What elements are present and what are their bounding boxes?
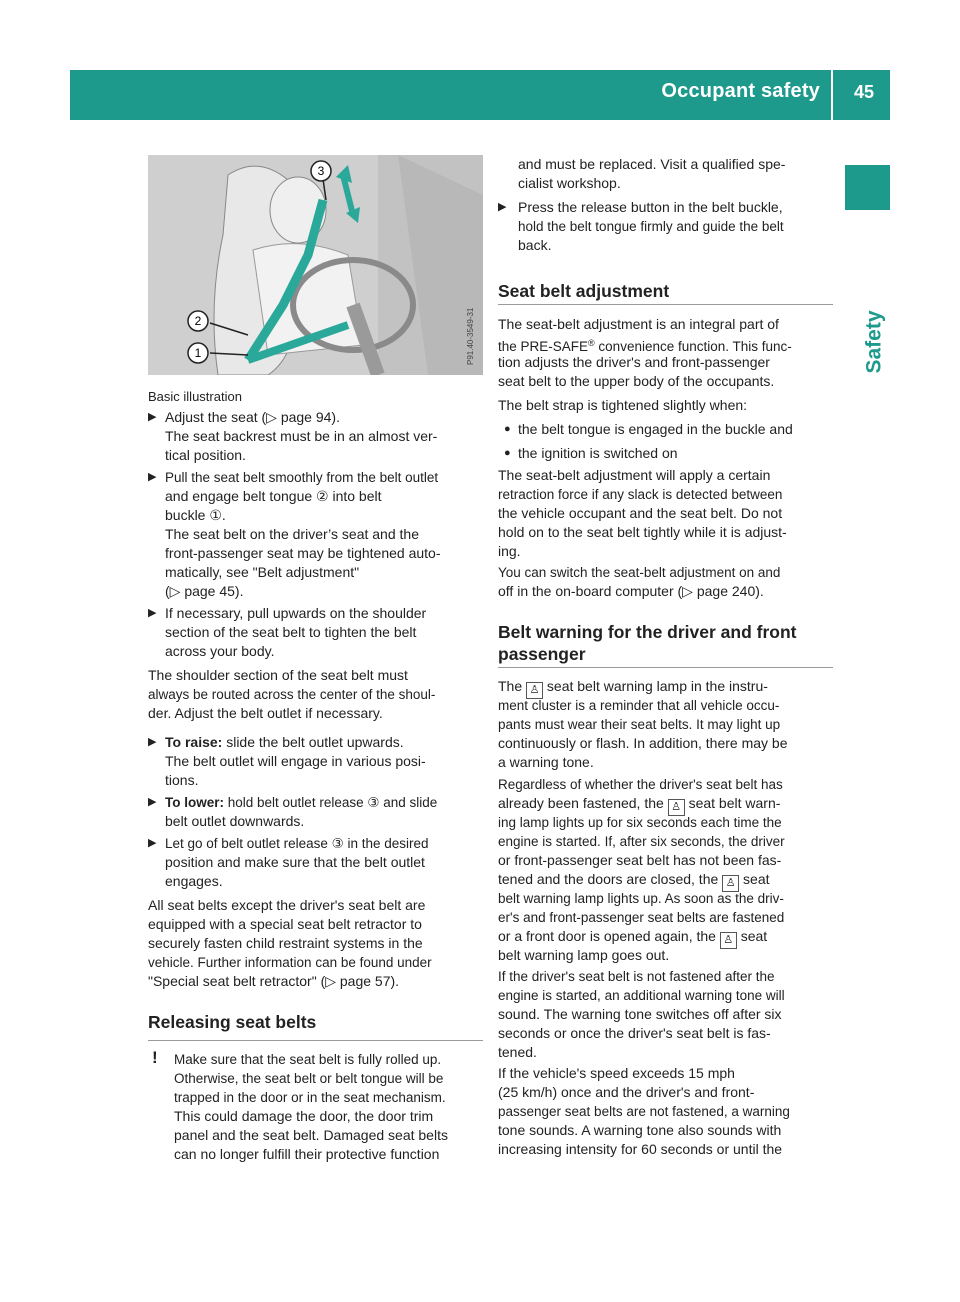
- list-item: the belt tongue is engaged in the buckle and: [518, 421, 793, 437]
- body-text: always be routed across the center of the shoul-: [148, 687, 436, 702]
- step-text: The seat belt on the driver’s seat and the: [165, 526, 419, 542]
- body-text: equipped with a special seat belt retractor to: [148, 916, 422, 932]
- warning-text: panel and the seat belt. Damaged seat belts: [174, 1127, 448, 1143]
- step-text: across your body.: [165, 643, 275, 659]
- step-text: The belt outlet will engage in various posi-: [165, 753, 426, 769]
- chapter-label: Safety: [862, 310, 886, 374]
- step-arrow: ▶: [148, 837, 157, 849]
- heading-belt-warning-2: passenger: [498, 644, 586, 664]
- warning-text: and must be replaced. Visit a qualified spe-: [518, 156, 786, 172]
- body-text: hold on to the seat belt tightly while it is adjust-: [498, 524, 787, 540]
- heading-releasing-seat-belts: Releasing seat belts: [148, 1012, 317, 1032]
- body-text: or a front door is opened again, the ♙ seat: [498, 927, 767, 949]
- body-text: If the driver's seat belt is not fastened after the: [498, 969, 775, 984]
- body-text: belt warning lamp goes out.: [498, 947, 670, 963]
- body-text: seat belt to the upper body of the occupants.: [498, 373, 775, 389]
- body-text: You can switch the seat-belt adjustment on and: [498, 565, 781, 580]
- bullet-icon: ●: [504, 447, 511, 459]
- body-text: (25 km/h) once and the driver's and front-: [498, 1084, 755, 1100]
- header-divider: [831, 70, 833, 120]
- step-text: and engage belt tongue ② into belt: [165, 488, 382, 504]
- body-text: The ♙ seat belt warning lamp in the instru-: [498, 677, 768, 699]
- warning-icon: !: [152, 1048, 158, 1067]
- svg-text:3: 3: [317, 164, 325, 178]
- step-text: belt outlet downwards.: [165, 813, 305, 829]
- body-text: sound. The warning tone switches off after six: [498, 1006, 782, 1022]
- body-text: already been fastened, the ♙ seat belt warn-: [498, 794, 780, 816]
- step-text: Let go of belt outlet release ③ in the desired: [165, 836, 429, 851]
- body-text: tone sounds. A warning tone also sounds with: [498, 1122, 782, 1138]
- warning-text: Make sure that the seat belt is fully rolled up.: [174, 1052, 442, 1067]
- seat-belt-warning-icon: ♙: [668, 799, 685, 816]
- step-arrow: ▶: [148, 736, 157, 748]
- body-text: ing.: [498, 543, 521, 559]
- step-text: front-passenger seat may be tightened auto-: [165, 545, 441, 561]
- warning-text: trapped in the door or in the seat mechanism.: [174, 1090, 446, 1105]
- body-text: a warning tone.: [498, 754, 594, 770]
- body-text: the PRE-SAFE® convenience function. This func-: [498, 338, 792, 354]
- step-arrow: ▶: [148, 607, 157, 619]
- body-text: retraction force if any slack is detected between: [498, 487, 783, 502]
- warning-text: Otherwise, the seat belt or belt tongue will be: [174, 1071, 444, 1086]
- heading-rule: [148, 1040, 483, 1041]
- svg-text:1: 1: [194, 346, 202, 360]
- raise-step: To raise: slide the belt outlet upwards.: [165, 734, 404, 750]
- page-link[interactable]: off in the on-board computer (▷ page 240).: [498, 583, 764, 599]
- step-arrow: ▶: [148, 411, 157, 423]
- warning-text: This could damage the door, the door trim: [174, 1108, 434, 1124]
- body-text: tened and the doors are closed, the ♙ seat: [498, 870, 770, 892]
- page-header: [70, 70, 890, 120]
- step-text: buckle ①.: [165, 507, 226, 523]
- chapter-tab: [845, 165, 890, 210]
- body-text: The shoulder section of the seat belt must: [148, 667, 408, 683]
- step-arrow: ▶: [498, 201, 507, 213]
- body-text: vehicle. Further information can be found under: [148, 955, 432, 970]
- body-text: The belt strap is tightened slightly when:: [498, 397, 748, 413]
- step-text: Adjust the seat (▷ page 94).: [165, 409, 340, 425]
- body-text: engine is started. If, after six seconds, the driver: [498, 834, 785, 849]
- svg-text:2: 2: [194, 314, 202, 328]
- body-text: The seat-belt adjustment will apply a certain: [498, 467, 771, 483]
- step-text: position and make sure that the belt outlet: [165, 854, 425, 870]
- seat-belt-illustration: [148, 155, 483, 375]
- section-title: Occupant safety: [661, 80, 820, 102]
- step-text: back.: [518, 237, 552, 253]
- body-text: seconds or once the driver's seat belt is fas-: [498, 1025, 771, 1041]
- warning-text: can no longer fulfill their protective function: [174, 1146, 440, 1162]
- body-text: er's and front-passenger seat belts are fastened: [498, 910, 785, 925]
- body-text: If the vehicle's speed exceeds 15 mph: [498, 1065, 735, 1081]
- body-text: or front-passenger seat belt has not been fas-: [498, 852, 782, 868]
- step-text: If necessary, pull upwards on the shoulder: [165, 605, 427, 621]
- body-text: the vehicle occupant and the seat belt. Do not: [498, 505, 783, 521]
- step-text: The seat backrest must be in an almost ver-: [165, 428, 438, 444]
- body-text: increasing intensity for 60 seconds or until the: [498, 1141, 783, 1157]
- body-text: tion adjusts the driver's and front-passenger: [498, 354, 770, 370]
- heading-belt-warning: Belt warning for the driver and front: [498, 622, 797, 642]
- body-text: engine is started, an additional warning tone will: [498, 988, 785, 1003]
- body-text: tened.: [498, 1044, 537, 1060]
- list-item: the ignition is switched on: [518, 445, 678, 461]
- step-text: Press the release button in the belt buckle,: [518, 199, 783, 215]
- lower-step: To lower: hold belt outlet release ③ and slide: [165, 795, 438, 810]
- bullet-icon: ●: [504, 423, 511, 435]
- step-text: engages.: [165, 873, 223, 889]
- body-text: continuously or flash. In addition, there may be: [498, 735, 788, 751]
- warning-text: cialist workshop.: [518, 175, 621, 191]
- body-text: belt warning lamp lights up. As soon as the driv-: [498, 891, 784, 906]
- body-text: Regardless of whether the driver's seat belt has: [498, 777, 783, 792]
- step-text: Pull the seat belt smoothly from the belt outlet: [165, 470, 439, 485]
- body-text: der. Adjust the belt outlet if necessary.: [148, 705, 383, 721]
- seat-belt-warning-icon: ♙: [722, 875, 739, 892]
- heading-rule: [498, 667, 833, 668]
- figure-caption: Basic illustration: [148, 389, 242, 404]
- step-text: matically, see "Belt adjustment": [165, 564, 360, 580]
- body-text: securely fasten child restraint systems in the: [148, 935, 423, 951]
- heading-rule: [498, 304, 833, 305]
- heading-seat-belt-adjustment: Seat belt adjustment: [498, 281, 670, 301]
- body-text: The seat-belt adjustment is an integral part of: [498, 316, 779, 332]
- body-text: ing lamp lights up for six seconds each time the: [498, 815, 782, 830]
- body-text: passenger seat belts are not fastened, a warning: [498, 1104, 790, 1119]
- page-number: 45: [853, 82, 874, 102]
- body-text: All seat belts except the driver's seat belt are: [148, 897, 426, 913]
- step-arrow: ▶: [148, 796, 157, 808]
- step-text: section of the seat belt to tighten the belt: [165, 624, 417, 640]
- step-text: hold the belt tongue firmly and guide the belt: [518, 219, 784, 234]
- step-text: tions.: [165, 772, 199, 788]
- body-text: ment cluster is a reminder that all vehicle occu-: [498, 698, 780, 713]
- seat-belt-warning-icon: ♙: [526, 682, 543, 699]
- seat-belt-warning-icon: ♙: [720, 932, 737, 949]
- figure-ref: P91.40-3549-31: [466, 307, 475, 365]
- step-text: tical position.: [165, 447, 246, 463]
- page-link[interactable]: "Special seat belt retractor" (▷ page 57).: [148, 973, 400, 989]
- page-link[interactable]: (▷ page 45).: [165, 583, 244, 599]
- step-arrow: ▶: [148, 471, 157, 483]
- body-text: pants must wear their seat belts. It may light up: [498, 717, 781, 732]
